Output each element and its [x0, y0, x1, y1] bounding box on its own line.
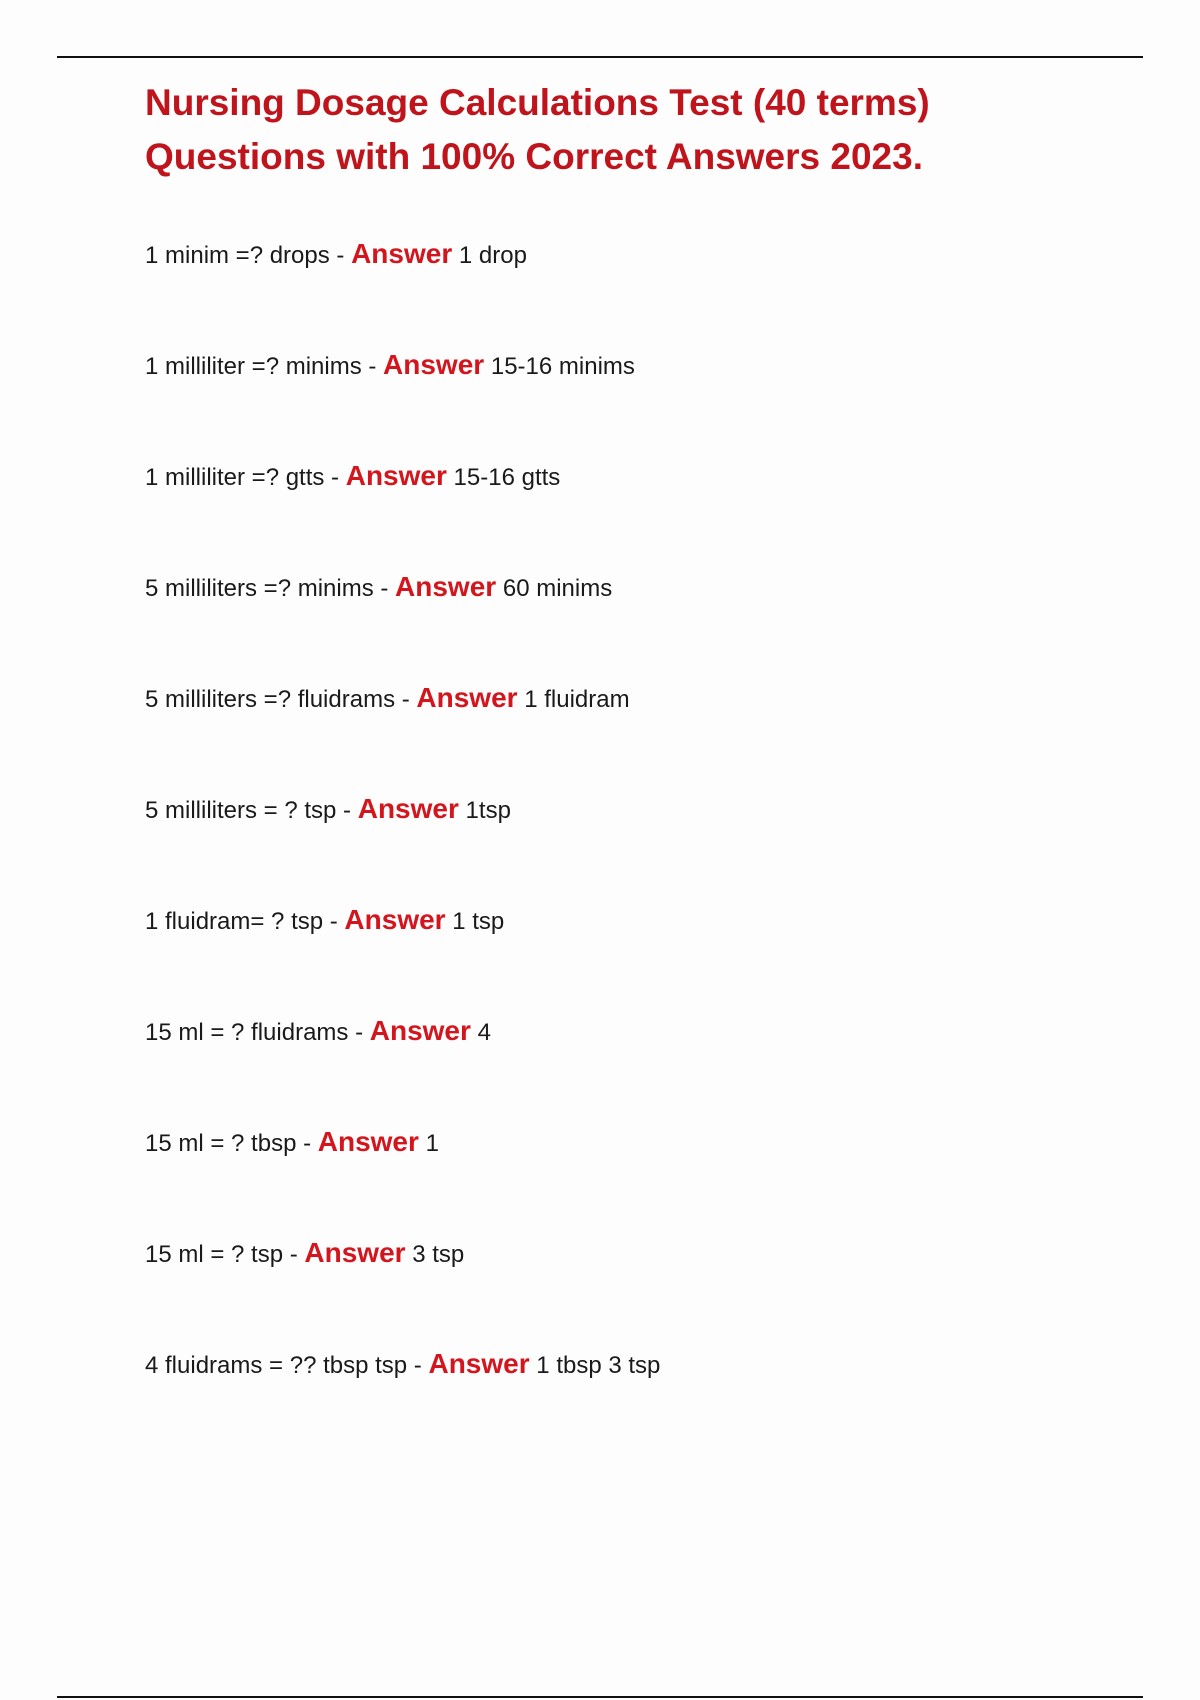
- qa-item: [145, 236, 1145, 347]
- separator: -: [329, 242, 352, 269]
- document-title: [145, 76, 1145, 184]
- qa-item: [145, 1346, 1145, 1457]
- answer-text: 1 tbsp 3 tsp: [536, 1352, 661, 1379]
- question-text: 1 minim =? drops: [145, 242, 330, 269]
- question-text: 5 milliliters =? fluidrams: [145, 686, 396, 713]
- question-text: 5 milliliters =? minims: [145, 575, 374, 602]
- qa-list: [145, 236, 1145, 1457]
- question-text: 1 fluidram= ? tsp: [145, 908, 324, 935]
- qa-item: [145, 569, 1145, 680]
- answer-text: 3 tsp: [412, 1241, 465, 1268]
- answer-label: Answer: [428, 1348, 530, 1379]
- question-text: 15 ml = ? fluidrams: [145, 1019, 349, 1046]
- separator: -: [407, 1352, 429, 1379]
- qa-item: [145, 1013, 1145, 1124]
- answer-text: 60 minims: [502, 575, 613, 602]
- title-line-2: Questions with 100% Correct Answers 2023.: [145, 136, 923, 177]
- question-text: 15 ml = ? tsp: [145, 1241, 284, 1268]
- qa-item: [145, 1124, 1145, 1235]
- answer-label: Answer: [395, 571, 497, 602]
- qa-item: [145, 680, 1145, 791]
- answer-text: 1 fluidram: [524, 686, 630, 713]
- question-text: 1 milliliter =? gtts: [145, 464, 325, 491]
- question-text: 1 milliliter =? minims: [145, 353, 362, 380]
- bottom-rule: [57, 1696, 1143, 1698]
- answer-text: 1 tsp: [452, 908, 505, 935]
- separator: -: [324, 464, 346, 491]
- qa-item: [145, 347, 1145, 458]
- answer-label: Answer: [304, 1237, 406, 1268]
- separator: -: [395, 686, 417, 713]
- answer-text: 15-16 minims: [490, 353, 635, 380]
- answer-text: 4: [477, 1019, 491, 1046]
- separator: -: [283, 1241, 305, 1268]
- answer-label: Answer: [351, 238, 453, 269]
- question-text: 15 ml = ? tbsp: [145, 1130, 297, 1157]
- separator: -: [348, 1019, 370, 1046]
- qa-item: [145, 1235, 1145, 1346]
- answer-text: 1: [425, 1130, 439, 1157]
- question-text: 4 fluidrams = ?? tbsp tsp: [145, 1352, 408, 1379]
- title-line-1: Nursing Dosage Calculations Test (40 terms): [145, 82, 930, 123]
- question-text: 5 milliliters = ? tsp: [145, 797, 337, 824]
- separator: -: [336, 797, 358, 824]
- top-rule: [57, 56, 1143, 58]
- answer-text: 15-16 gtts: [453, 464, 561, 491]
- answer-label: Answer: [357, 793, 459, 824]
- separator: -: [373, 575, 396, 602]
- answer-label: Answer: [416, 682, 518, 713]
- separator: -: [361, 353, 384, 380]
- document-body: [145, 76, 1145, 1457]
- answer-label: Answer: [317, 1126, 419, 1157]
- answer-text: 1tsp: [465, 797, 511, 824]
- separator: -: [296, 1130, 318, 1157]
- answer-text: 1 drop: [458, 242, 527, 269]
- qa-item: [145, 458, 1145, 569]
- qa-item: [145, 902, 1145, 1013]
- separator: -: [323, 908, 345, 935]
- answer-label: Answer: [383, 349, 485, 380]
- answer-label: Answer: [345, 460, 447, 491]
- qa-item: [145, 791, 1145, 902]
- answer-label: Answer: [344, 904, 446, 935]
- answer-label: Answer: [369, 1015, 471, 1046]
